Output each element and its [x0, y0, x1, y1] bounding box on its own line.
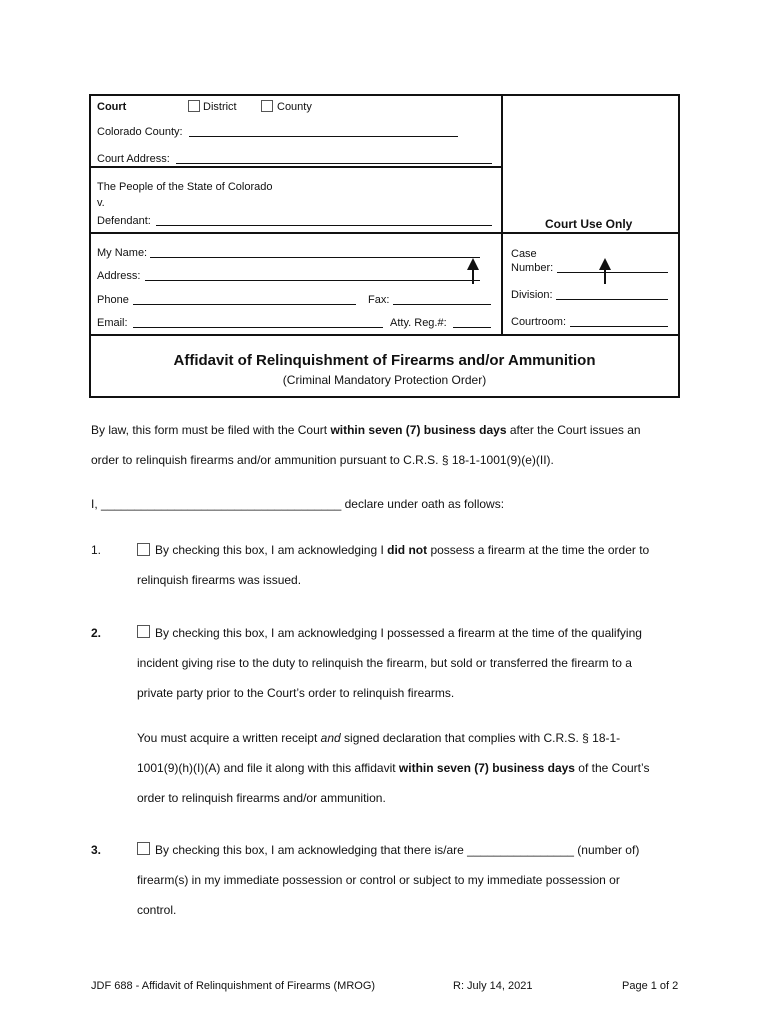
declaration-line: I, ____________________________________ declare under oath as follows:	[91, 497, 505, 511]
item-2-line-3: private party prior to the Court’s order to relinquish firearms.	[137, 686, 455, 700]
county-checkbox[interactable]	[261, 100, 273, 112]
courtroom-field[interactable]	[570, 315, 668, 327]
court-label: Court	[97, 101, 127, 113]
email-field[interactable]	[133, 316, 383, 328]
caption-divider-title	[89, 334, 680, 336]
colorado-county-label: Colorado County:	[97, 126, 183, 138]
defendant-field[interactable]	[156, 214, 492, 226]
my-name-field[interactable]	[150, 246, 480, 258]
district-label: District	[203, 101, 237, 113]
item-2-note-line-1: You must acquire a written receipt and signed declaration that complies with C.R.S. § 18-1-	[137, 731, 621, 745]
case-number-field[interactable]	[557, 261, 668, 273]
caption-divider-defendant	[89, 166, 502, 168]
county-label: County	[277, 101, 312, 113]
caption-vertical-divider	[501, 94, 503, 335]
court-address-field[interactable]	[176, 152, 492, 164]
item-3-line-1: By checking this box, I am acknowledging that there is/are ________________ (number of)	[155, 843, 640, 857]
item-3-number: 3.	[91, 843, 102, 857]
item-3-checkbox[interactable]	[137, 842, 150, 855]
defendant-label: Defendant:	[97, 215, 151, 227]
item-2-note-line-2: 1001(9)(h)(I)(A) and file it along with this affidavit within seven (7) business days of the Court’s	[137, 761, 650, 775]
court-use-only-label: Court Use Only	[545, 217, 633, 231]
up-arrow-icon	[467, 258, 479, 284]
atty-reg-field[interactable]	[453, 316, 491, 328]
division-label: Division:	[511, 289, 553, 301]
intro-line-1: By law, this form must be filed with the Court within seven (7) business days after the Court issues an	[91, 423, 641, 437]
fax-label: Fax:	[368, 294, 390, 306]
declarant-name-field[interactable]: ____________________________________	[101, 497, 342, 511]
item-1-checkbox[interactable]	[137, 543, 150, 556]
up-arrow-icon	[599, 258, 611, 284]
phone-field[interactable]	[133, 293, 356, 305]
email-label: Email:	[97, 317, 128, 329]
form-title: Affidavit of Relinquishment of Firearms and/or Ammunition	[173, 352, 596, 369]
colorado-county-field[interactable]	[189, 125, 458, 137]
caption-divider-attorney	[89, 232, 680, 234]
footer-revision: R: July 14, 2021	[453, 980, 533, 992]
item-2-note-line-3: order to relinquish firearms and/or ammunition.	[137, 791, 386, 805]
case-label: Case	[511, 248, 537, 260]
v-label: v.	[97, 197, 105, 209]
item-1-line-1: By checking this box, I am acknowledging I did not possess a firearm at the time the order to	[155, 543, 650, 557]
form-subtitle: (Criminal Mandatory Protection Order)	[282, 373, 487, 387]
item-1-line-2: relinquish firearms was issued.	[137, 573, 302, 587]
people-label: The People of the State of Colorado	[97, 181, 273, 193]
courtroom-label: Courtroom:	[511, 316, 567, 328]
court-address-label: Court Address:	[97, 153, 170, 165]
case-number-label: Number:	[511, 262, 554, 274]
item-3-line-2: firearm(s) in my immediate possession or control or subject to my immediate possession or	[137, 873, 620, 887]
item-2-line-1: By checking this box, I am acknowledging I possessed a firearm at the time of the qualifying	[155, 626, 642, 640]
item-2-line-2: incident giving rise to the duty to relinquish the firearm, but sold or transferred the firearm to a	[137, 656, 632, 670]
footer-page-number: Page 1 of 2	[622, 980, 679, 992]
item-2-checkbox[interactable]	[137, 625, 150, 638]
address-field[interactable]	[145, 269, 480, 281]
address-label: Address:	[97, 270, 141, 282]
atty-reg-label: Atty. Reg.#:	[390, 317, 447, 329]
item-2-number: 2.	[91, 626, 102, 640]
item-1-number: 1.	[91, 543, 102, 557]
item-3-line-3: control.	[137, 903, 177, 917]
phone-label: Phone	[97, 294, 129, 306]
intro-line-2: order to relinquish firearms and/or ammunition pursuant to C.R.S. § 18-1-1001(9)(e)(II).	[91, 453, 554, 467]
firearm-count-field[interactable]: ________________	[467, 843, 574, 857]
district-checkbox[interactable]	[188, 100, 200, 112]
footer-form-id: JDF 688 - Affidavit of Relinquishment of Firearms (MROG)	[91, 980, 376, 992]
fax-field[interactable]	[393, 293, 491, 305]
my-name-label: My Name:	[97, 247, 148, 259]
division-field[interactable]	[556, 288, 668, 300]
